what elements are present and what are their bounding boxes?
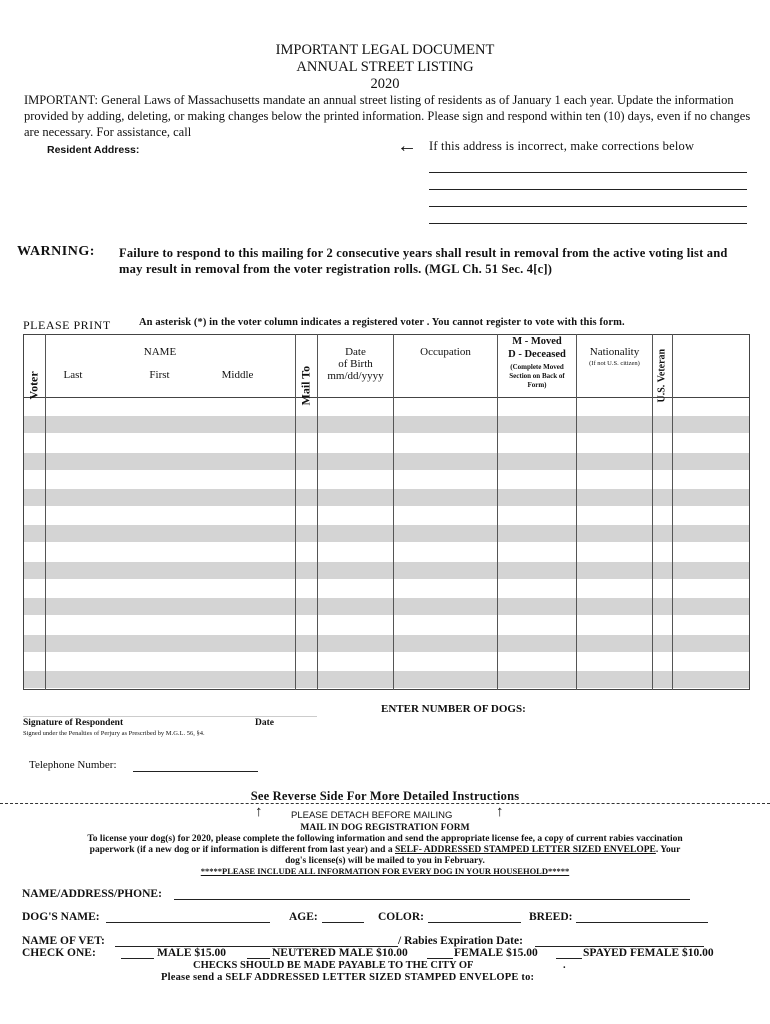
- col-dob-1: Date: [345, 346, 366, 358]
- table-row[interactable]: [24, 507, 749, 524]
- signature-line[interactable]: [23, 716, 317, 717]
- female-option: FEMALE $15.00: [454, 947, 538, 959]
- table-header-divider: [23, 397, 750, 398]
- col-divider: [295, 334, 296, 690]
- name-address-field[interactable]: [174, 899, 690, 900]
- age-label: AGE:: [289, 911, 318, 923]
- send-envelope-note: Please send a SELF ADDRESSED LETTER SIZED STAMPED ENVELOPE to:: [161, 972, 535, 983]
- table-row[interactable]: [24, 671, 749, 688]
- dog-name-field[interactable]: [106, 922, 270, 923]
- col-middle: Middle: [221, 369, 254, 381]
- warning-text: Failure to respond to this mailing for 2 consecutive years shall result in removal from the active voting list and may result in removal from the voter registration rolls. (MGL Ch. 51 Sec. 4[c]): [119, 246, 728, 276]
- col-md-note-1: (Complete Moved: [510, 363, 564, 371]
- dog-form-p2: dog's license(s) will be mailed to you in February.: [285, 856, 485, 866]
- asterisk-note: An asterisk (*) in the voter column indicates a registered voter . You cannot register to vote with this form.: [139, 317, 625, 328]
- vet-label: NAME OF VET:: [22, 935, 105, 947]
- address-correction-note: If this address is incorrect, make corrections below: [429, 139, 695, 153]
- reverse-side-note: See Reverse Side For More Detailed Instructions: [250, 789, 520, 803]
- dog-form-p1c: SELF- ADDRESSED STAMPED LETTER SIZED ENVELOPE: [394, 845, 656, 855]
- col-deceased: D - Deceased: [508, 349, 566, 360]
- dogs-count-label: ENTER NUMBER OF DOGS:: [381, 703, 526, 715]
- col-divider: [576, 334, 577, 690]
- checks-payable-end: .: [563, 960, 566, 971]
- table-row[interactable]: [24, 635, 749, 652]
- col-occupation: Occupation: [420, 346, 471, 358]
- female-checkbox[interactable]: [427, 958, 453, 959]
- table-row[interactable]: [24, 525, 749, 542]
- col-nationality-note: (If not U.S. citizen): [589, 360, 640, 367]
- up-arrow-icon: ↑: [496, 804, 504, 820]
- telephone-line[interactable]: [133, 771, 258, 772]
- table-row[interactable]: [24, 653, 749, 670]
- col-dob-3: mm/dd/yyyy: [327, 370, 384, 382]
- color-label: COLOR:: [378, 911, 424, 923]
- dog-name-label: DOG'S NAME:: [22, 911, 100, 923]
- spayed-option: SPAYED FEMALE $10.00: [583, 947, 714, 959]
- correction-line-4[interactable]: [429, 223, 747, 224]
- neutered-option: NEUTERED MALE $10.00: [272, 947, 408, 959]
- intro-paragraph: IMPORTANT: General Laws of Massachusetts mandate an annual street listing of residents as of January 1 each year. Update the information provided by adding, deleting, or making changes below the printed information. Please sign and respond within ten (10) days, even if no changes are necessary. For assistance, call: [24, 93, 751, 139]
- table-row[interactable]: [24, 434, 749, 451]
- dog-form-p1a: To license your dog(s) for 2020, please complete the following information and send the appropriate license fee, a copy of current rabies vaccination: [87, 834, 683, 844]
- table-row[interactable]: [24, 544, 749, 561]
- dog-form-title: MAIL IN DOG REGISTRATION FORM: [300, 823, 470, 833]
- rabies-label: / Rabies Expiration Date:: [398, 935, 523, 947]
- col-veteran: U.S. Veteran: [656, 348, 668, 403]
- col-divider: [652, 334, 653, 690]
- col-md-note-3: Form): [527, 381, 547, 389]
- col-name: NAME: [143, 346, 177, 358]
- neutered-checkbox[interactable]: [247, 958, 270, 959]
- table-row[interactable]: [24, 598, 749, 615]
- table-row[interactable]: [24, 398, 749, 415]
- col-last: Last: [63, 369, 83, 381]
- col-divider: [45, 334, 46, 690]
- breed-field[interactable]: [576, 922, 708, 923]
- signature-date-label: Date: [255, 718, 274, 728]
- doc-title: IMPORTANT LEGAL DOCUMENT: [275, 42, 495, 58]
- male-option: MALE $15.00: [157, 947, 226, 959]
- col-mail-to: Mail To: [298, 365, 313, 406]
- doc-subtitle: ANNUAL STREET LISTING: [296, 59, 474, 75]
- resident-address-label: Resident Address:: [47, 144, 140, 156]
- col-divider: [672, 334, 673, 690]
- col-divider: [317, 334, 318, 690]
- dog-form-p3: *****PLEASE INCLUDE ALL INFORMATION FOR EVERY DOG IN YOUR HOUSEHOLD*****: [200, 866, 570, 876]
- col-md-note-2: Section on Back of: [509, 372, 565, 380]
- perjury-note: Signed under the Penalties of Perjury as Prescribed by M.G.L. 56, §4.: [23, 730, 205, 737]
- table-row[interactable]: [24, 453, 749, 470]
- doc-year: 2020: [370, 76, 400, 92]
- age-field[interactable]: [322, 922, 364, 923]
- col-divider: [393, 334, 394, 690]
- col-nationality: Nationality: [589, 346, 640, 358]
- col-first: First: [149, 369, 170, 381]
- color-field[interactable]: [428, 922, 521, 923]
- table-row[interactable]: [24, 489, 749, 506]
- breed-label: BREED:: [529, 911, 573, 923]
- up-arrow-icon: ↑: [255, 804, 263, 820]
- dog-form-p1b: paperwork (if a new dog or if information is different from last year) and a: [89, 845, 393, 855]
- table-row[interactable]: [24, 416, 749, 433]
- table-row[interactable]: [24, 471, 749, 488]
- table-row[interactable]: [24, 616, 749, 633]
- table-row[interactable]: [24, 580, 749, 597]
- col-dob-2: of Birth: [338, 358, 373, 370]
- please-print-label: PLEASE PRINT: [23, 318, 111, 332]
- left-arrow-icon: ←: [397, 135, 417, 157]
- checks-payable: CHECKS SHOULD BE MADE PAYABLE TO THE CITY OF: [193, 960, 474, 971]
- detach-note: PLEASE DETACH BEFORE MAILING: [291, 810, 453, 821]
- col-voter: Voter: [26, 371, 41, 400]
- male-checkbox[interactable]: [121, 958, 154, 959]
- dog-form-p1d: . Your: [655, 845, 681, 855]
- spayed-checkbox[interactable]: [556, 958, 582, 959]
- warning-label: WARNING:: [17, 244, 95, 259]
- telephone-label: Telephone Number:: [29, 759, 117, 771]
- signature-label: Signature of Respondent: [23, 718, 124, 728]
- table-row[interactable]: [24, 562, 749, 579]
- detach-line: [0, 803, 770, 804]
- correction-line-2[interactable]: [429, 189, 747, 190]
- name-address-label: NAME/ADDRESS/PHONE:: [22, 888, 162, 900]
- correction-line-3[interactable]: [429, 206, 747, 207]
- correction-line-1[interactable]: [429, 172, 747, 173]
- col-moved: M - Moved: [512, 336, 562, 347]
- check-one-label: CHECK ONE:: [22, 947, 96, 959]
- dog-form-p1: [0, 845, 770, 855]
